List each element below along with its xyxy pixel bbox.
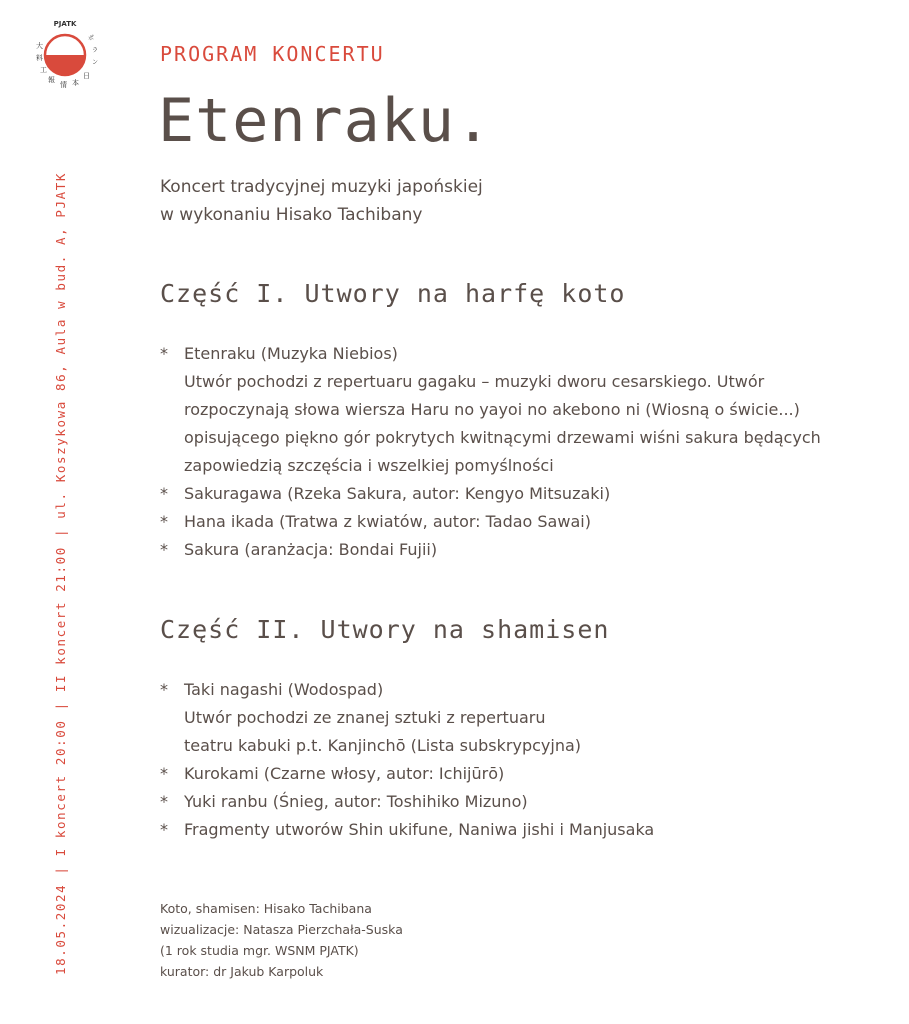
svg-text:ン: ン — [92, 59, 99, 66]
part1-heading: Część I. Utwory na harfę koto — [160, 279, 626, 308]
credits — [160, 898, 403, 982]
list-item — [160, 788, 654, 816]
list-item — [160, 760, 654, 788]
svg-text:ポ: ポ — [88, 35, 95, 42]
piece-description-line: opisującego piękno gór pokrytych kwitnącymi drzewami wiśni sakura będących — [184, 428, 821, 447]
bullet-asterisk: * — [160, 764, 168, 783]
svg-text:ラ: ラ — [92, 47, 99, 54]
event-info-vertical: 18.05.2024 | I koncert 20:00 | II koncert 21:00 | ul. Koszykowa 86, Aula w bud. A, PJATK — [53, 171, 68, 975]
piece-description-line: Utwór pochodzi z repertuaru gagaku – muzyki dworu cesarskiego. Utwór — [184, 372, 765, 391]
part1-list — [160, 340, 821, 564]
credit-line: wizualizacje: Natasza Pierzchała-Suska — [160, 922, 403, 937]
svg-text:工: 工 — [40, 66, 47, 74]
bullet-asterisk: * — [160, 820, 168, 839]
list-item — [160, 480, 821, 508]
credit-line: (1 rok studia mgr. WSNM PJATK) — [160, 943, 359, 958]
svg-text:料: 料 — [36, 54, 43, 62]
page-title: Etenraku. — [158, 86, 493, 156]
piece-title: Sakura (aranżacja: Bondai Fujii) — [184, 540, 438, 559]
piece-title: Sakuragawa (Rzeka Sakura, autor: Kengyo Mitsuzaki) — [184, 484, 611, 503]
part2-heading: Część II. Utwory na shamisen — [160, 615, 610, 644]
piece-description-line: rozpoczynają słowa wiersza Haru no yayoi no akebono ni (Wiosną o świcie...) — [184, 400, 800, 419]
piece-title: Etenraku (Muzyka Niebios) — [184, 344, 398, 363]
svg-text:日: 日 — [83, 72, 90, 80]
bullet-asterisk: * — [160, 792, 168, 811]
bullet-asterisk: * — [160, 484, 168, 503]
subtitle-line: Koncert tradycyjnej muzyki japońskiej — [160, 177, 483, 197]
svg-text:本: 本 — [72, 79, 79, 87]
piece-title: Yuki ranbu (Śnieg, autor: Toshihiko Mizuno) — [184, 792, 528, 811]
bullet-asterisk: * — [160, 512, 168, 531]
list-item — [160, 676, 654, 760]
list-item — [160, 536, 821, 564]
subtitle — [160, 173, 483, 229]
bullet-asterisk: * — [160, 680, 168, 699]
bullet-asterisk: * — [160, 344, 168, 363]
pjatk-logo — [28, 18, 102, 92]
part2-list — [160, 676, 654, 844]
list-item — [160, 508, 821, 536]
piece-title: Taki nagashi (Wodospad) — [184, 680, 384, 699]
piece-title: Fragmenty utworów Shin ukifune, Naniwa jishi i Manjusaka — [184, 820, 655, 839]
svg-text:報: 報 — [48, 76, 55, 84]
credit-line: Koto, shamisen: Hisako Tachibana — [160, 901, 372, 916]
list-item — [160, 340, 821, 480]
piece-title: Kurokami (Czarne włosy, autor: Ichijūrō) — [184, 764, 505, 783]
svg-text:情: 情 — [60, 81, 67, 89]
program-kicker: PROGRAM KONCERTU — [160, 42, 385, 66]
svg-text:大: 大 — [36, 42, 43, 50]
piece-description-line: zapowiedzią szczęścia i wszelkiej pomyślności — [184, 456, 554, 475]
piece-description-line: Utwór pochodzi ze znanej sztuki z repertuaru — [184, 708, 546, 727]
bullet-asterisk: * — [160, 540, 168, 559]
subtitle-line: w wykonaniu Hisako Tachibany — [160, 205, 423, 225]
piece-title: Hana ikada (Tratwa z kwiatów, autor: Tadao Sawai) — [184, 512, 591, 531]
credit-line: kurator: dr Jakub Karpoluk — [160, 964, 324, 979]
svg-text:PJATK: PJATK — [53, 20, 77, 28]
list-item — [160, 816, 654, 844]
piece-description-line: teatru kabuki p.t. Kanjinchō (Lista subskrypcyjna) — [184, 736, 582, 755]
